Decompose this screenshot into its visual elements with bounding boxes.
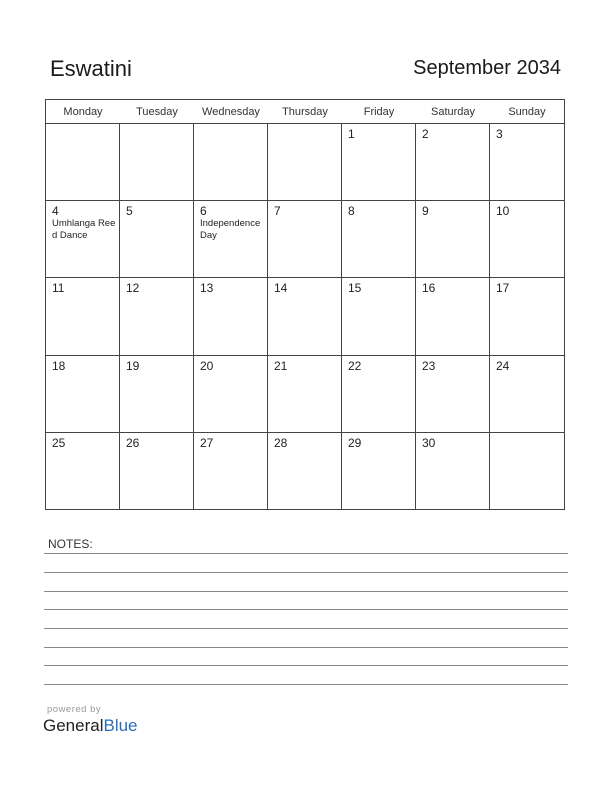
day-number: 23 [422, 358, 436, 373]
day-cell [342, 201, 416, 278]
day-cell [416, 356, 490, 433]
weekday-label: Saturday [430, 106, 476, 118]
day-cell [268, 433, 342, 510]
notes-line [44, 609, 568, 610]
day-cell [490, 356, 564, 433]
day-cell [342, 356, 416, 433]
day-cell [194, 201, 268, 278]
day-cell [46, 433, 120, 510]
day-cell [46, 356, 120, 433]
day-number: 3 [496, 127, 503, 141]
day-cell [120, 278, 194, 355]
day-number: 18 [52, 358, 66, 373]
day-number: 5 [126, 204, 133, 219]
weekday-label: Friday [363, 106, 395, 118]
notes-line [44, 684, 568, 685]
brand-general: General [43, 716, 104, 735]
day-number: 22 [348, 358, 362, 373]
day-cell [46, 278, 120, 355]
day-cell [342, 124, 416, 201]
day-number: 19 [126, 358, 140, 373]
month-title: September 2034 [413, 57, 561, 79]
calendar-grid [46, 124, 564, 510]
day-cell [120, 356, 194, 433]
day-number: 29 [348, 435, 362, 450]
day-number: 4 [52, 204, 59, 219]
day-cell [490, 124, 564, 201]
day-number: 6 [200, 204, 207, 219]
day-cell [416, 201, 490, 278]
day-number: 12 [126, 281, 140, 296]
day-cell [120, 124, 194, 201]
brand-blue: Blue [103, 716, 138, 735]
day-number: 25 [52, 435, 66, 450]
day-cell [342, 278, 416, 355]
notes-line [44, 553, 568, 554]
day-cell [416, 124, 490, 201]
weekday-label: Tuesday [136, 106, 178, 118]
day-number: 7 [274, 204, 281, 219]
day-cell [194, 356, 268, 433]
day-cell [268, 124, 342, 201]
notes-line [44, 665, 568, 666]
day-cell [120, 433, 194, 510]
day-number: 16 [422, 281, 436, 296]
weekday-label: Thursday [282, 106, 328, 118]
day-number: 26 [126, 435, 140, 450]
brand-logo [43, 716, 138, 736]
calendar [45, 99, 565, 510]
day-cell [490, 433, 564, 510]
day-number: 10 [496, 204, 510, 219]
day-number: 2 [422, 127, 429, 141]
day-number: 24 [496, 358, 510, 373]
notes-line [44, 628, 568, 629]
day-cell [490, 278, 564, 355]
day-cell [268, 278, 342, 355]
day-number: 30 [422, 435, 436, 450]
day-cell [416, 278, 490, 355]
weekday-label: Sunday [508, 106, 546, 118]
day-cell [194, 278, 268, 355]
day-number: 21 [274, 358, 288, 373]
day-number: 9 [422, 204, 429, 219]
day-cell [416, 433, 490, 510]
country-title: Eswatini [50, 56, 132, 81]
day-cell [268, 356, 342, 433]
holiday-label: Umhlanga Reed Dance [52, 218, 116, 242]
day-cell [120, 201, 194, 278]
notes-line [44, 572, 568, 573]
day-number: 14 [274, 281, 288, 296]
weekday-header [46, 100, 564, 124]
day-cell [194, 433, 268, 510]
day-number: 13 [200, 281, 214, 296]
day-number: 15 [348, 281, 362, 296]
day-number: 27 [200, 435, 214, 450]
day-cell [490, 201, 564, 278]
notes-line [44, 647, 568, 648]
notes-line [44, 591, 568, 592]
day-cell [342, 433, 416, 510]
weekday-label: Monday [63, 106, 103, 118]
day-cell [268, 201, 342, 278]
day-number: 1 [348, 127, 355, 141]
day-number: 28 [274, 435, 288, 450]
weekday-label: Wednesday [202, 106, 260, 118]
day-cell [46, 201, 120, 278]
day-number: 8 [348, 204, 355, 219]
notes-label: NOTES: [48, 537, 93, 551]
holiday-label: Independence Day [200, 218, 261, 242]
day-number: 17 [496, 281, 510, 296]
day-number: 11 [52, 281, 65, 296]
day-cell [194, 124, 268, 201]
day-cell [46, 124, 120, 201]
day-number: 20 [200, 358, 214, 373]
powered-by: powered by [47, 704, 102, 715]
